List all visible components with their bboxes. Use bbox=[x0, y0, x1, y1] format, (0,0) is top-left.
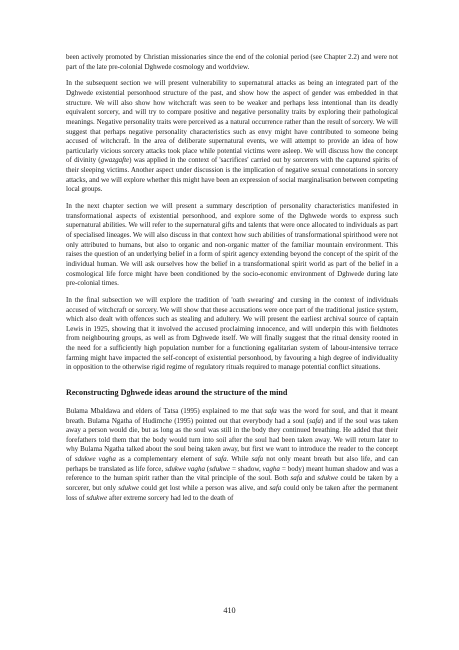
paragraph-4: In the final subsection we will explore the tradition of 'oath swearing' and cursing in the context of individuals accused of witchcraft or sorcery. We will show that these accusations were once part of the traditional justice system, which also dealt with offences such as stealing and adultery. We will present the earliest archival source of captain Lewis in 1925, showing that it involved the accused proclaiming innocence, and will underpin this with fieldnotes from neighbouring groups, as well as from Dghwede itself. We will finally suggest that the ritual density rooted in the need for a sufficiently high population number for a functioning egalitarian system of labour-intensive terrace farming might have impacted the self-concept of existential personhood, by favouring a high degree of individuality in opposition to the otherwise rigid regime of regulatory rituals required to manage potential conflict situations. bbox=[66, 295, 398, 372]
section-heading: Reconstructing Dghwede ideas around the structure of the mind bbox=[66, 388, 288, 398]
page-number: 410 bbox=[223, 606, 236, 615]
paragraph-1: been actively promoted by Christian missionaries since the end of the colonial period (see Chapter 2.2) and were not part of the late pre-colonial Dghwede cosmology and worldview. bbox=[66, 53, 398, 71]
paragraph-3: In the next chapter section we will present a summary description of personality characteristics manifested in transformational aspects of existential personhood, and explore some of the Dghwede words to express such supernatural abilities. We will refer to the supernatural gifts and talents that were once allocated to individuals as part of specialised lineages. We will also discuss in that context how such abilities of transformational spirithood were not only attributed to humans, but also to organic and non-organic matter of the familiar mountain environment. This raises the question of an underlying belief in a form of spirit agency extending beyond the concept of the spirit of the individual human. We will ask ourselves how the belief in a transformational spirit world as part of the belief in a cosmological life force might have been conditioned by the socio-economic environment of Dghwede during late pre-colonial times. bbox=[66, 202, 398, 288]
paragraph-2: In the subsequent section we will present vulnerability to supernatural attacks as being an integrated part of the Dghwede existential personhood structure of the past, and show how the aspect of gender was embedded in that structure. We will also show how witchcraft was seen to be weaker and perhaps less intentional than its deadly equivalent sorcery, and will try to compare positive and negative personality traits by exploring their pathological meanings. Negative personality traits were perceived as a natural occurrence rather than the result of sorcery. We will suggest that perhaps negative personality characteristics such as envy might have contributed to someone being accused of witchcraft. In the area of deliberate supernatural events, we will attempt to provide an idea of how particularly vicious sorcery attacks took place while potential victims were asleep. We will discuss how the concept of divinity (gwazgafte) was applied in the context of 'sacrifices' carried out by sorcerers with the captured spirits of their sleeping victims. Another aspect under discussion is the implication of negative sexual connotations in sorcery attacks, and we will explore whether this might have been an expression of social marginalisation between competing local groups. bbox=[66, 79, 398, 194]
paragraph-5: Bulama Mbaldawa and elders of Tatsa (1995) explained to me that safa was the word for soul, and that it meant breath. Bulama Ngatha of Hudimche (1995) pointed out that everybody had a soul (safa) and if the soul was taken away a person would die, but as long as the soul was still in the body they continued breathing. He added that their forefathers told them that the body would turn into soil after the soul had been taken away. We will return later to why Bulama Ngatha talked about the soul being taken away, but first we want to introduce the reader to the concept of sdukwe vagha as a complementary element of safa. While safa not only meant breath but also life, and can perhaps be translated as life force, sdukwe vagha (sdukwe = shadow, vagha = body) meant human shadow and was a reference to the human spirit rather than the vital principle of the soul. Both safa and sdukwe could be taken by a sorcerer, but only sdukwe could get lost while a person was alive, and safa could only be taken after the permanent loss of sdukwe after extreme sorcery had led to the death of bbox=[66, 406, 399, 502]
page-body bbox=[66, 53, 398, 510]
